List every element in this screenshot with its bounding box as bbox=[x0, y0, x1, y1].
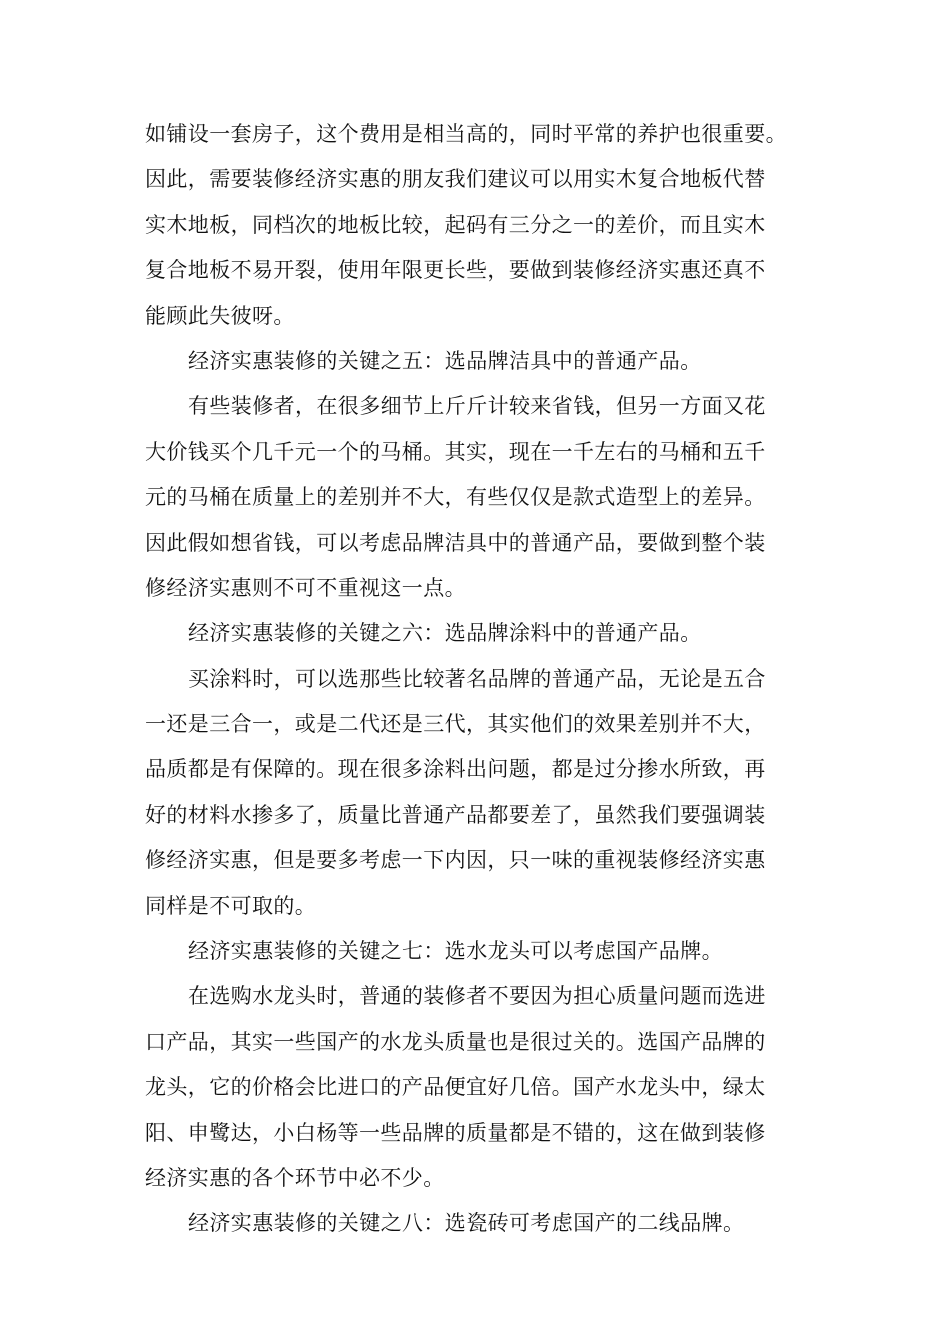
text-line: 实木地板，同档次的地板比较，起码有三分之一的差价，而且实木 bbox=[145, 212, 766, 237]
text-line: 元的马桶在质量上的差别并不大，有些仅仅是款式造型上的差异。 bbox=[145, 485, 766, 510]
text-line: 阳、申鹭达，小白杨等一些品牌的质量都是不错的，这在做到装修 bbox=[145, 1120, 766, 1145]
text-line: 能顾此失彼呀。 bbox=[145, 303, 295, 328]
text-line: 因此，需要装修经济实惠的朋友我们建议可以用实木复合地板代替 bbox=[145, 167, 766, 192]
text-line: 一还是三合一，或是二代还是三代，其实他们的效果差别并不大， bbox=[145, 712, 766, 737]
text-line: 买涂料时，可以选那些比较著名品牌的普通产品，无论是五合 bbox=[188, 666, 766, 691]
section-heading: 经济实惠装修的关键之五：选品牌洁具中的普通产品。 bbox=[188, 348, 702, 373]
text-line: 如铺设一套房子，这个费用是相当高的，同时平常的养护也很重要。 bbox=[145, 122, 787, 146]
text-line: 复合地板不易开裂，使用年限更长些，要做到装修经济实惠还真不 bbox=[145, 258, 766, 283]
section-heading: 经济实惠装修的关键之六：选品牌涂料中的普通产品。 bbox=[188, 621, 702, 646]
section-heading: 经济实惠装修的关键之七：选水龙头可以考虑国产品牌。 bbox=[188, 939, 723, 964]
text-line: 口产品，其实一些国产的水龙头质量也是很过关的。选国产品牌的 bbox=[145, 1029, 766, 1054]
text-line: 在选购水龙头时，普通的装修者不要因为担心质量问题而选进 bbox=[188, 984, 766, 1009]
section-heading: 经济实惠装修的关键之八：选瓷砖可考虑国产的二线品牌。 bbox=[188, 1211, 745, 1236]
text-line: 修经济实惠，但是要多考虑一下内因，只一味的重视装修经济实惠 bbox=[145, 848, 766, 873]
text-line: 大价钱买个几千元一个的马桶。其实，现在一千左右的马桶和五千 bbox=[145, 439, 766, 464]
document-page bbox=[145, 112, 810, 1247]
text-line: 因此假如想省钱，可以考虑品牌洁具中的普通产品，要做到整个装 bbox=[145, 530, 766, 555]
text-line: 修经济实惠则不可不重视这一点。 bbox=[145, 575, 466, 600]
text-line: 有些装修者，在很多细节上斤斤计较来省钱，但另一方面又花 bbox=[188, 394, 766, 419]
text-line: 品质都是有保障的。现在很多涂料出问题，都是过分掺水所致，再 bbox=[145, 757, 766, 782]
text-line: 龙头，它的价格会比进口的产品便宜好几倍。国产水龙头中，绿太 bbox=[145, 1075, 766, 1100]
text-line: 同样是不可取的。 bbox=[145, 893, 317, 918]
text-line: 经济实惠的各个环节中必不少。 bbox=[145, 1165, 445, 1190]
text-line: 好的材料水掺多了，质量比普通产品都要差了，虽然我们要强调装 bbox=[145, 802, 766, 827]
